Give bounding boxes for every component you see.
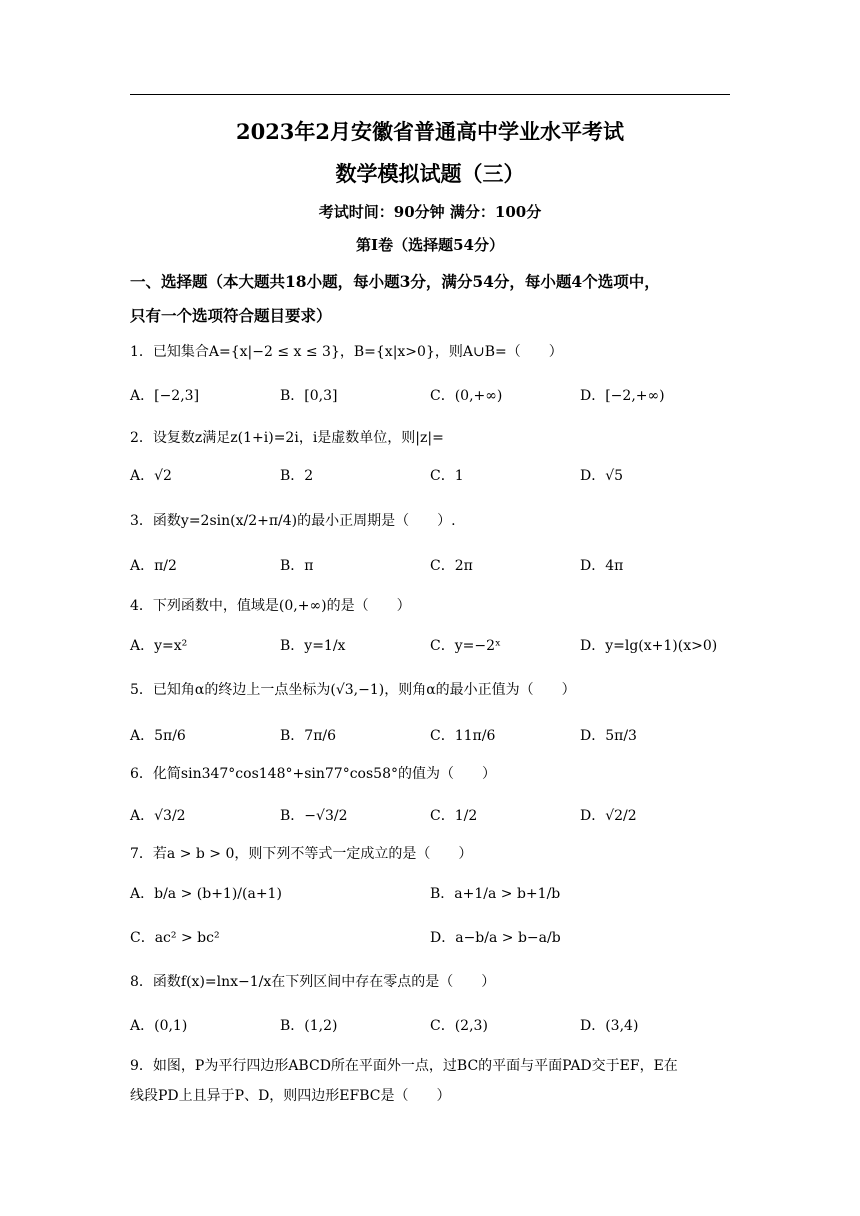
exam-title: 2023年2月安徽省普通高中学业水平考试 — [235, 119, 625, 144]
q7-option-c: C．ac² > bc² — [130, 930, 220, 946]
question-7: 7．若a > b > 0，则下列不等式一定成立的是（ ） — [130, 846, 473, 862]
q4-option-c: C．y=−2ˣ — [430, 638, 501, 654]
q8-option-b: B．(1,2) — [280, 1018, 338, 1034]
question-8: 8．函数f(x)=lnx−1/x在下列区间中存在零点的是（ ） — [130, 974, 496, 990]
q1-option-b: B．[0,3] — [280, 388, 338, 404]
question-4: 4．下列函数中，值域是(0,+∞)的是（ ） — [130, 598, 411, 614]
q7-option-d: D．a−b/a > b−a/b — [430, 930, 561, 946]
volume-heading: 第Ⅰ卷（选择题54分） — [356, 236, 504, 254]
question-5: 5．已知角α的终边上一点坐标为(√3,−1)，则角α的最小正值为（ ） — [130, 682, 576, 698]
q3-option-d: D．4π — [580, 558, 624, 574]
q5-option-a: A．5π/6 — [130, 728, 186, 744]
q5-option-d: D．5π/3 — [580, 728, 637, 744]
question-9-line1: 9．如图，P为平行四边形ABCD所在平面外一点，过BC的平面与平面PAD交于EF，E在 — [130, 1058, 678, 1074]
q8-option-d: D．(3,4) — [580, 1018, 639, 1034]
q5-option-c: C．11π/6 — [430, 728, 496, 744]
question-1: 1．已知集合A={x|−2 ≤ x ≤ 3}，B={x|x>0}，则A∪B=（ ） — [130, 344, 563, 360]
q3-option-b: B．π — [280, 558, 314, 574]
q3-option-c: C．2π — [430, 558, 473, 574]
exam-subtitle: 数学模拟试题（三） — [335, 161, 525, 186]
question-3: 3．函数y=2sin(x/2+π/4)的最小正周期是（ ）. — [130, 513, 456, 529]
q6-option-b: B．−√3/2 — [280, 808, 348, 824]
exam-info: 考试时间：90分钟 满分：100分 — [318, 203, 542, 221]
q7-option-b: B．a+1/a > b+1/b — [430, 886, 561, 902]
question-6: 6．化简sin347°cos148°+sin77°cos58°的值为（ ） — [130, 766, 496, 782]
q4-option-d: D．y=lg(x+1)(x>0) — [580, 638, 718, 654]
q2-option-a: A．√2 — [130, 468, 172, 484]
q2-option-b: B．2 — [280, 468, 314, 484]
q7-option-a: A．b/a > (b+1)/(a+1) — [130, 886, 282, 902]
q8-option-a: A．(0,1) — [130, 1018, 188, 1034]
section-heading-line1: 一、选择题（本大题共18小题，每小题3分，满分54分，每小题4个选项中， — [130, 272, 660, 291]
q6-option-a: A．√3/2 — [130, 808, 186, 824]
q6-option-d: D．√2/2 — [580, 808, 637, 824]
section-heading-line2: 只有一个选项符合题目要求） — [130, 306, 332, 325]
q1-option-d: D．[−2,+∞) — [580, 388, 665, 404]
top-rule — [130, 94, 730, 95]
q3-option-a: A．π/2 — [130, 558, 177, 574]
question-2: 2．设复数z满足z(1+i)=2i，i是虚数单位，则|z|= — [130, 430, 444, 446]
q1-option-a: A．[−2,3] — [130, 388, 200, 404]
q4-option-b: B．y=1/x — [280, 638, 346, 654]
q4-option-a: A．y=x² — [130, 638, 188, 654]
q2-option-d: D．√5 — [580, 468, 624, 484]
q1-option-c: C．(0,+∞) — [430, 388, 503, 404]
question-9-line2: 线段PD上且异于P、D，则四边形EFBC是（ ） — [130, 1088, 451, 1104]
q5-option-b: B．7π/6 — [280, 728, 337, 744]
q2-option-c: C．1 — [430, 468, 464, 484]
q8-option-c: C．(2,3) — [430, 1018, 488, 1034]
q6-option-c: C．1/2 — [430, 808, 478, 824]
